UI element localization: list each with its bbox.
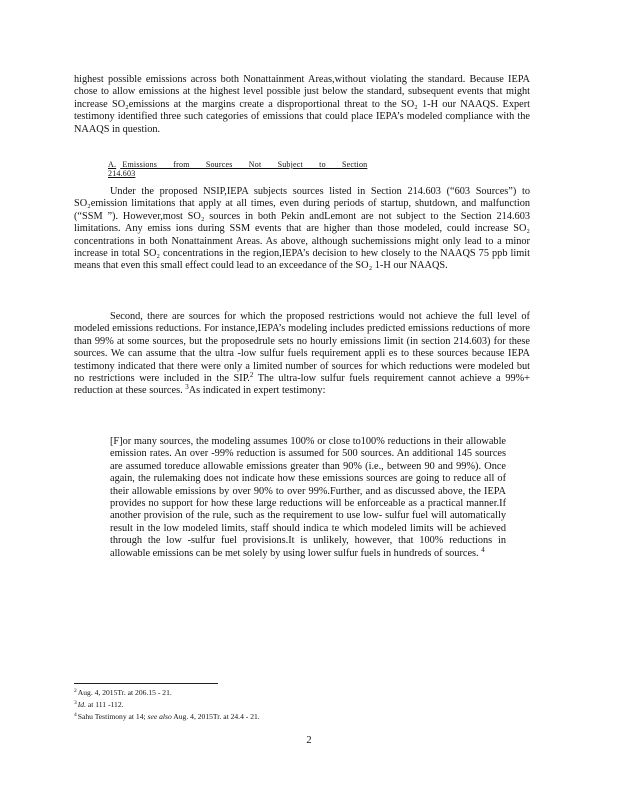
footnote-4-text: Aug. 4, 2015Tr. at 24.4 - 21.: [171, 712, 260, 721]
paragraph-3-part-2: The ultra-low sulfur fuels requirement cannot achieve a 99%+ reduction at these sources.: [74, 373, 530, 397]
section-heading-letter: A.: [108, 160, 117, 169]
footnote-4-pre: Sahu Testimony at 14;: [77, 712, 148, 721]
paragraph-3: [74, 311, 530, 398]
footnote-4-number: 4: [74, 712, 77, 718]
footnote-2-text: Aug. 4, 2015Tr. at 206.15 - 21.: [77, 688, 172, 697]
footnote-3-number: 3: [74, 700, 77, 706]
section-heading: [108, 160, 408, 178]
footnote-ref-4[interactable]: 4: [481, 545, 485, 554]
block-quote: [110, 436, 506, 560]
paragraph-1: highest possible emissions across both Nonattainment Areas,without violating the standard. Because IEPA chose to allow emissions at the highest level possible just below the standard, subsequent events that might increase SO₂emissions at the margins create a disproportional threat to the SO₂ 1-H our NAAQS. Expert testimony identified three such categories of emissions that could place IEPA’s modeled compliance with the NAAQS in question.: [74, 74, 530, 135]
footnote-4: [74, 712, 260, 722]
footnote-3: [74, 700, 124, 710]
section-heading-title: Emissions from Sources Not Subject to Section 214.603: [108, 160, 368, 178]
footnote-3-text: at 111 -112.: [85, 700, 124, 709]
footnote-2-number: 2: [74, 688, 77, 694]
footnote-separator: [74, 683, 218, 684]
page-number: 2: [306, 735, 312, 746]
footnote-3-italic: Id.: [77, 700, 86, 709]
footnote-ref-3[interactable]: 3: [185, 383, 189, 392]
paragraph-3-part-1: Second, there are sources for which the proposed restrictions would not achieve the full level of modeled emissions reductions. For instance,IEPA’s modeling includes predicted emissions reductions of more than 99% at some sources, but the proposedrule sets no hourly emissions limit (in section 214.603) for these sources. We can assume that the ultra -low sulfur fuels requirement appli es to these sources because IEPA testimony indicated that there were only a limited number of sources for which reductions were modeled but no restrictions were included in the SIP.: [74, 311, 530, 385]
paragraph-2: Under the proposed NSIP,IEPA subjects sources listed in Section 214.603 (“603 Sources”) to SO₂emission limitations that apply at all times, even during periods of startup, shutdown, and malfunction (“SSM ”). However,most SO₂ sources in both Pekin andLemont are not subject to the Section 214.603 limitations. Any emiss ions during SSM events that are higher than those modeled, could increase SO₂ concentrations in both Nonattainment Areas. As above, although suchemissions might only lead to a minor increase in total SO₂ concentrations in the region,IEPA’s decision to hew closely to the NAAQS 75 ppb limit means that even this small effect could lead to an exceedance of the SO₂ 1-H our NAAQS.: [74, 186, 530, 272]
paragraph-3-part-3: As indicated in expert testimony:: [188, 385, 326, 397]
footnote-ref-2[interactable]: 2: [249, 371, 254, 380]
footnote-4-italic: see also: [147, 712, 172, 721]
block-quote-text: [F]or many sources, the modeling assumes 100% or close to100% reductions in their allowable emission rates. An over -99% reduction is assumed for 500 sources. An additional 145 sources are assumed toreduce allowable emissions greater than 90% (i.e., between 90 and 99%). Once again, the rulemaking does not indicate how these emissions sources are going to reduce all of their allowable emissions by over 90% to over 99%.Further, and as discussed above, the IEPA provides no support for how these large reductions will be enforceable as a practical manner.If another provision of the rule, such as the requirement to use low- sulfur fuel will automatically result in the low modeled limits, staff should indica te which modeled limits will be achieved through the low -sulfur fuel provisions.It is unlikely, however, that 100% reductions in allowable emissions can be met solely by using lower sulfur fuels in hundreds of sources.: [110, 436, 506, 559]
footnote-2: [74, 688, 172, 698]
